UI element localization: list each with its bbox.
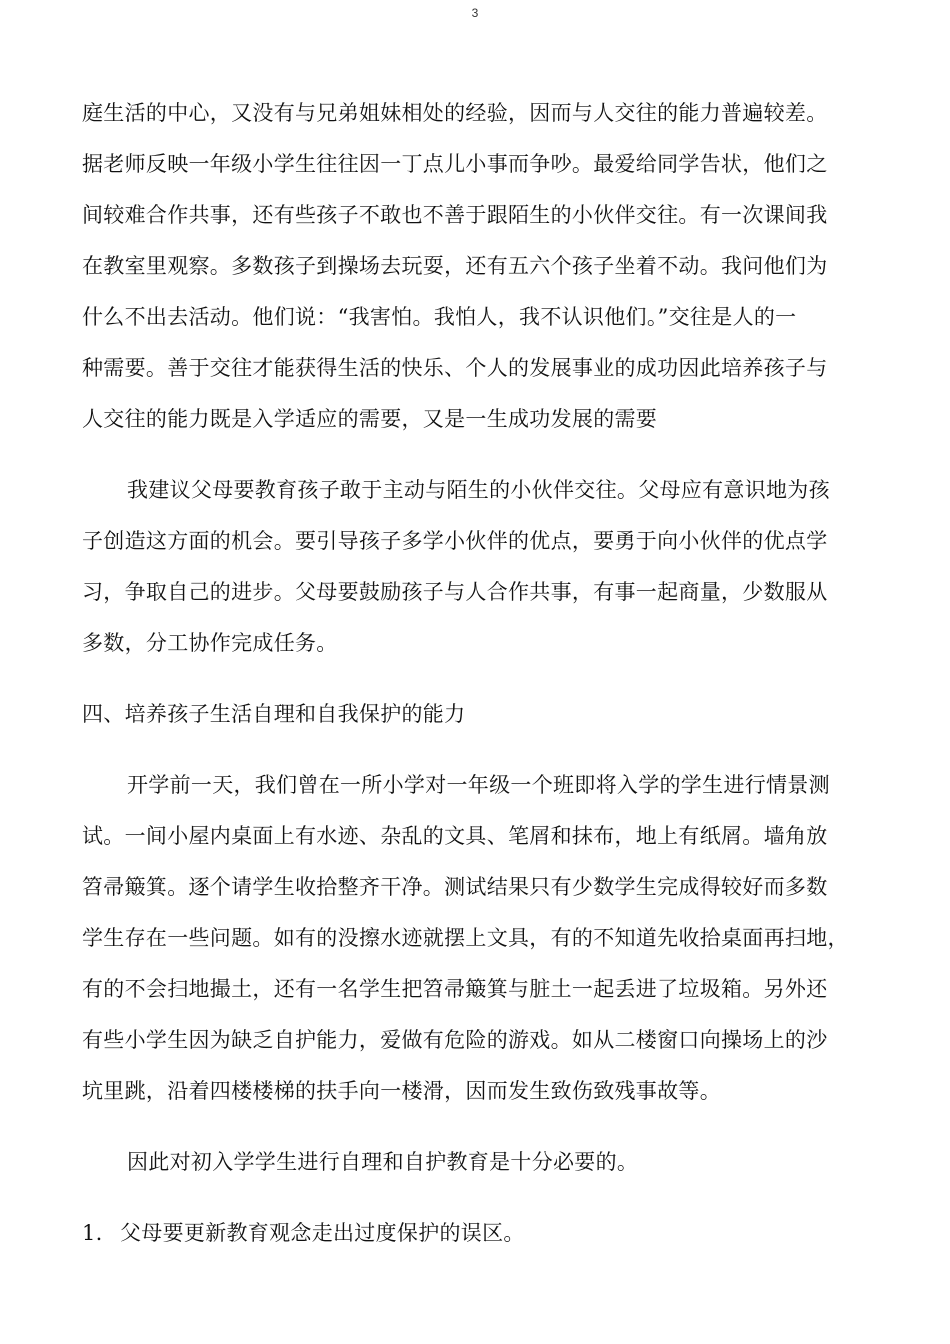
paragraph-line: 有的不会扫地撮土，还有一名学生把笤帚簸箕与脏土一起丢进了垃圾箱。另外还 <box>82 977 828 1001</box>
paragraph-line: 在教室里观察。多数孩子到操场去玩耍，还有五六个孩子坐着不动。我问他们为 <box>82 254 828 278</box>
paragraph-line: 我建议父母要教育孩子敢于主动与陌生的小伙伴交往。父母应有意识地为孩 <box>127 478 830 502</box>
paragraph-line: 坑里跳，沿着四楼楼梯的扶手向一楼滑，因而发生致伤致残事故等。 <box>82 1079 721 1103</box>
section-heading: 四、培养孩子生活自理和自我保护的能力 <box>82 702 466 726</box>
paragraph-line: 习，争取自己的进步。父母要鼓励孩子与人合作共事，有事一起商量，少数服从 <box>82 580 828 604</box>
paragraph-line: 人交往的能力既是入学适应的需要，又是一生成功发展的需要 <box>82 407 658 431</box>
paragraph-line: 试。一间小屋内桌面上有水迹、杂乱的文具、笔屑和抹布，地上有纸屑。墙角放 <box>82 824 828 848</box>
paragraph-line: 种需要。善于交往才能获得生活的快乐、个人的发展事业的成功因此培养孩子与 <box>82 356 828 380</box>
paragraph-line: 子创造这方面的机会。要引导孩子多学小伙伴的优点，要勇于向小伙伴的优点学 <box>82 529 828 553</box>
paragraph-line: 据老师反映一年级小学生往往因一丁点儿小事而争吵。最爱给同学告状，他们之 <box>82 152 828 176</box>
paragraph-line: 笤帚簸箕。逐个请学生收拾整齐干净。测试结果只有少数学生完成得较好而多数 <box>82 875 828 899</box>
paragraph-line: 庭生活的中心，又没有与兄弟姐妹相处的经验，因而与人交往的能力普遍较差。 <box>82 101 828 125</box>
paragraph-line: 有些小学生因为缺乏自护能力，爱做有危险的游戏。如从二楼窗口向操场上的沙 <box>82 1028 828 1052</box>
page-number: 3 <box>471 6 479 20</box>
paragraph-line: 什么不出去活动。他们说：“我害怕。我怕人，我不认识他们。”交往是人的一 <box>82 305 797 329</box>
paragraph-line: 学生存在一些问题。如有的没擦水迹就摆上文具，有的不知道先收拾桌面再扫地， <box>82 926 849 950</box>
paragraph-line: 多数，分工协作完成任务。 <box>82 631 338 655</box>
list-item-text: 父母要更新教育观念走出过度保护的误区。 <box>120 1221 525 1245</box>
paragraph-line: 间较难合作共事，还有些孩子不敢也不善于跟陌生的小伙伴交往。有一次课间我 <box>82 203 828 227</box>
paragraph-line: 开学前一天，我们曾在一所小学对一年级一个班即将入学的学生进行情景测 <box>127 773 830 797</box>
paragraph-line: 因此对初入学学生进行自理和自护教育是十分必要的。 <box>127 1150 639 1174</box>
list-item-number: 1. <box>82 1221 103 1245</box>
